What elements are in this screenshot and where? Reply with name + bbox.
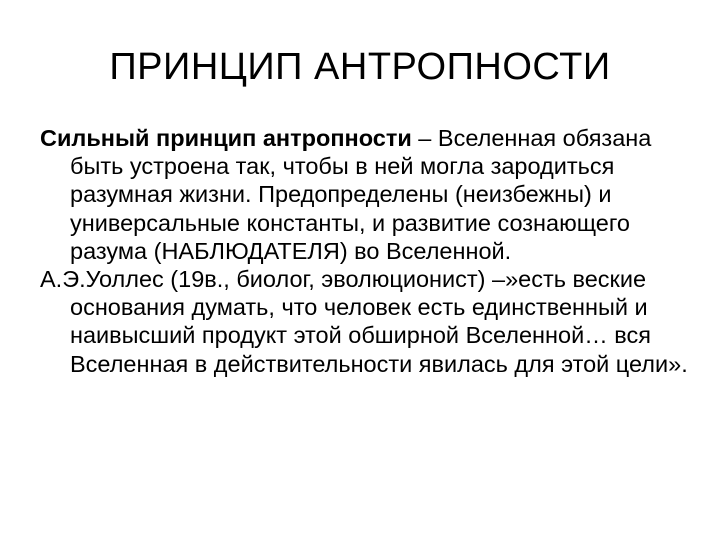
slide-title: ПРИНЦИП АНТРОПНОСТИ: [109, 46, 611, 88]
definition-text: – Вселенная обязана быть устроена так, чтобы в ней могла зародиться разумная жизни. Предопределены (неизбежны) и универсальные константы, и развитие сознающего разума (НАБЛЮДАТЕЛЯ) во Вселенной.: [70, 125, 652, 264]
paragraph-strong-principle: [40, 124, 688, 265]
term-strong-anthropic-principle: Сильный принцип антропности: [40, 125, 412, 151]
wallace-quote-text: А.Э.Уоллес (19в., биолог, эволюционист) –»есть веские основания думать, что человек есть единственный и наивысший продукт этой обширной Вселенной… вся Вселенная в действительности явилась для этой цели».: [40, 266, 688, 377]
slide-body: [40, 124, 688, 378]
paragraph-wallace-quote: [40, 265, 688, 378]
